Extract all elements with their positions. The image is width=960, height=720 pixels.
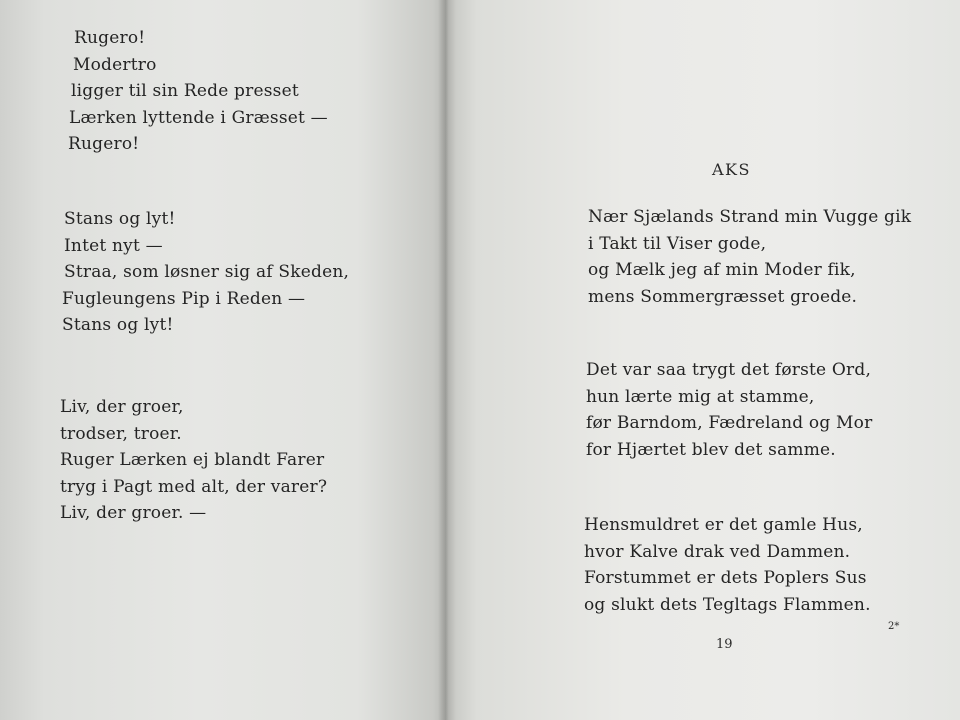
- poem-line: hun lærte mig at stamme,: [586, 386, 815, 407]
- poem-title: AKS: [712, 160, 751, 179]
- stanza: [586, 357, 872, 463]
- signature-mark: 2*: [888, 621, 900, 632]
- poem-line: Forstummet er dets Poplers Sus: [584, 568, 867, 589]
- page-number: 19: [716, 637, 733, 652]
- poem-line: Rugero!: [74, 28, 146, 48]
- poem-line: for Hjærtet blev det samme.: [586, 439, 836, 460]
- poem-line: Lærken lyttende i Græsset —: [69, 107, 328, 128]
- poem-line: Stans og lyt!: [62, 315, 174, 336]
- poem-line: og Mælk jeg af min Moder fik,: [588, 260, 856, 281]
- poem-line: Stans og lyt!: [64, 209, 176, 229]
- poem-line: hvor Kalve drak ved Dammen.: [584, 541, 851, 562]
- poem-line: Ruger Lærken ej blandt Farer: [60, 450, 325, 471]
- poem-line: før Barndom, Fædreland og Mor: [586, 413, 873, 434]
- poem-line: Hensmuldret er det gamle Hus,: [584, 515, 863, 535]
- stanza: [60, 394, 327, 527]
- stanza: [68, 25, 328, 158]
- left-page: [0, 0, 446, 720]
- poem-line: trodser, troer.: [60, 423, 182, 444]
- poem-line: Rugero!: [68, 134, 140, 155]
- poem-line: mens Sommergræsset groede.: [588, 286, 858, 307]
- poem-line: Nær Sjælands Strand min Vugge gik: [588, 207, 912, 227]
- poem-line: og slukt dets Tegltags Flammen.: [584, 594, 871, 615]
- poem-line: Fugleungens Pip i Reden —: [62, 288, 306, 309]
- poem-line: Liv, der groer. —: [60, 503, 207, 524]
- poem-line: i Takt til Viser gode,: [588, 233, 767, 254]
- poem-line: Intet nyt —: [64, 235, 163, 256]
- poem-line: Modertro: [73, 54, 157, 75]
- stanza: [588, 204, 911, 310]
- stanza: [64, 206, 349, 339]
- poem-line: Straa, som løsner sig af Skeden,: [64, 262, 350, 283]
- poem-line: ligger til sin Rede presset: [71, 81, 299, 102]
- poem-line: Det var saa trygt det første Ord,: [586, 360, 872, 380]
- poem-line: tryg i Pagt med alt, der varer?: [60, 476, 328, 497]
- stanza: [584, 512, 871, 618]
- book-gutter: [438, 0, 456, 720]
- poem-line: Liv, der groer,: [60, 397, 184, 417]
